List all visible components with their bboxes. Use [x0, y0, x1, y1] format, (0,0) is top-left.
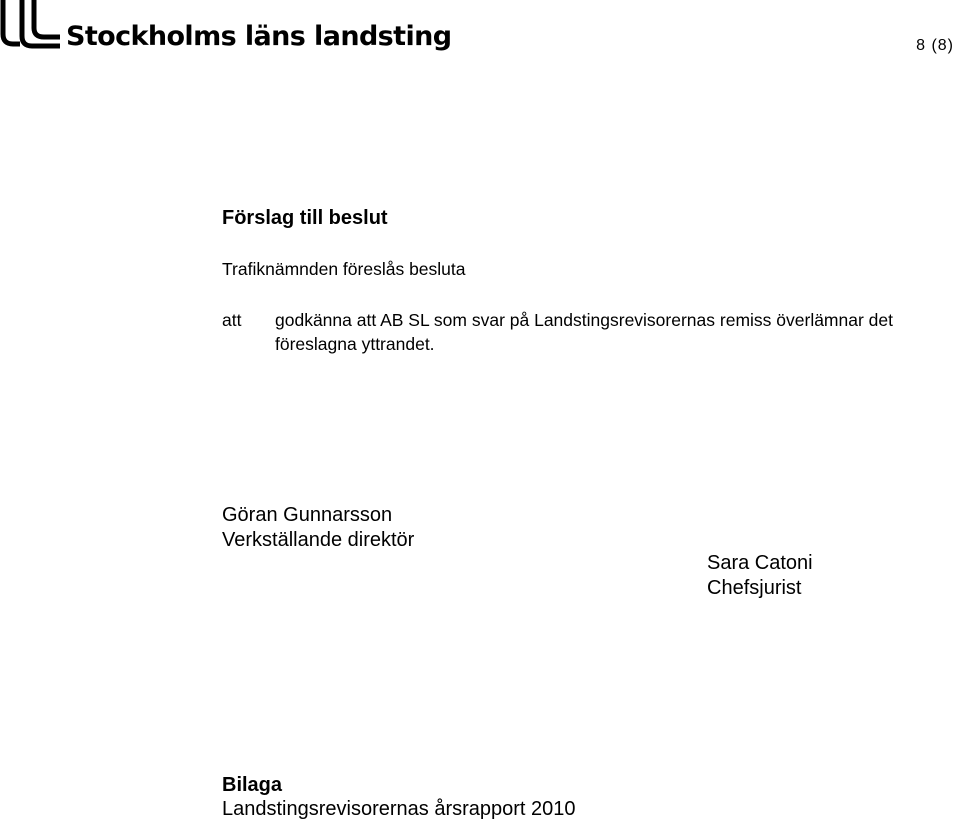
signatory-title: Chefsjurist — [707, 577, 802, 599]
attachment-title: Landstingsrevisorernas årsrapport 2010 — [222, 798, 576, 820]
clause-label: att — [222, 310, 242, 330]
signature-block-left — [222, 503, 414, 553]
attachment-block — [222, 773, 576, 821]
logo-wordmark: Stockholms läns landsting — [66, 21, 452, 52]
proposal-intro: Trafiknämnden föreslås besluta — [222, 259, 466, 279]
signatory-title: Verkställande direktör — [222, 529, 415, 551]
section-heading: Förslag till beslut — [222, 207, 388, 229]
sll-emblem-icon — [0, 0, 62, 52]
signature-block-right — [707, 551, 813, 601]
signatory-name: Göran Gunnarsson — [222, 504, 393, 526]
page-number: 8 (8) — [916, 37, 954, 54]
attachment-label: Bilaga — [222, 774, 283, 796]
organization-logo — [0, 0, 452, 60]
clause-text: godkänna att AB SL som svar på Landstingsrevisorernas remiss överlämnar det föreslagna yttrandet. — [275, 310, 893, 354]
signatory-name: Sara Catoni — [707, 552, 813, 574]
